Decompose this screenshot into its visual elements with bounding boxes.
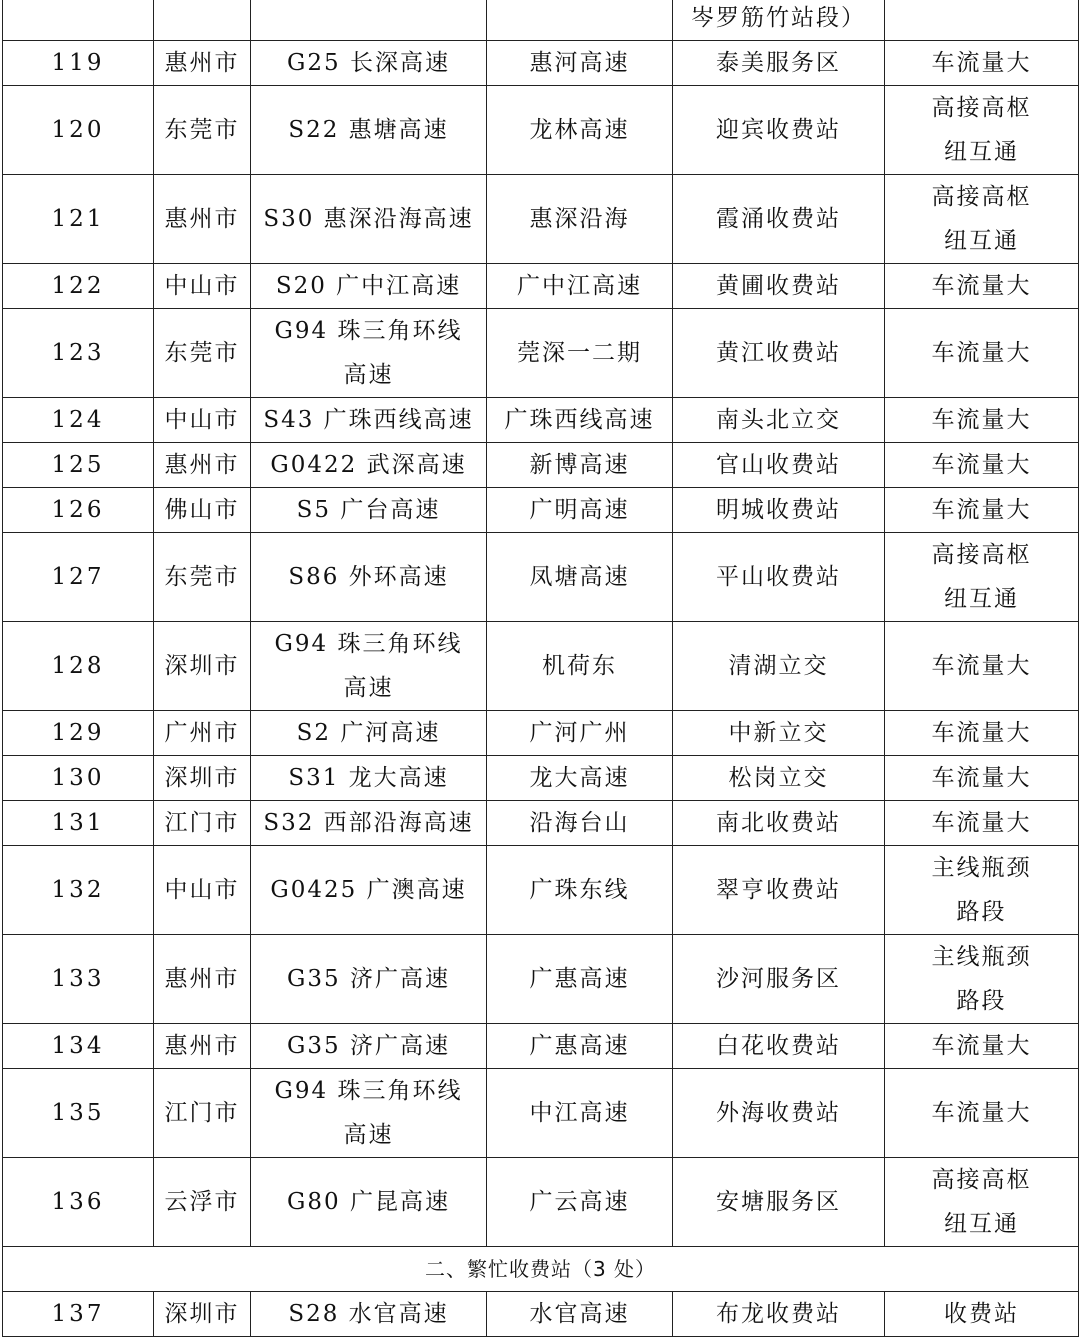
- table-row: [3, 1292, 1079, 1337]
- cell-road: [251, 0, 487, 41]
- cell-location: 外海收费站: [673, 1069, 885, 1158]
- cell-location: 布龙收费站: [673, 1292, 885, 1337]
- cell-no: 125: [3, 443, 154, 488]
- cell-city: 中山市: [154, 264, 251, 309]
- cell-section: 凤塘高速: [487, 533, 673, 622]
- cell-reason: 车流量大: [885, 443, 1079, 488]
- cell-road: G0422 武深高速: [251, 443, 487, 488]
- cell-section: 新博高速: [487, 443, 673, 488]
- cell-reason: 高接高枢纽互通: [885, 1158, 1079, 1247]
- cell-reason: 主线瓶颈路段: [885, 935, 1079, 1024]
- cell-road: G80 广昆高速: [251, 1158, 487, 1247]
- cell-section: 龙林高速: [487, 86, 673, 175]
- cell-location: 泰美服务区: [673, 41, 885, 86]
- table-row: [3, 443, 1079, 488]
- cell-location: 官山收费站: [673, 443, 885, 488]
- cell-location: 岑罗筋竹站段）: [673, 0, 885, 41]
- cell-road: S32 西部沿海高速: [251, 801, 487, 846]
- cell-no: 127: [3, 533, 154, 622]
- cell-no: 126: [3, 488, 154, 533]
- cell-section: 惠河高速: [487, 41, 673, 86]
- cell-section: 中江高速: [487, 1069, 673, 1158]
- cell-no: 130: [3, 756, 154, 801]
- cell-location: 白花收费站: [673, 1024, 885, 1069]
- cell-no: 120: [3, 86, 154, 175]
- cell-location: 平山收费站: [673, 533, 885, 622]
- cell-no: 122: [3, 264, 154, 309]
- cell-road: G94 珠三角环线高速: [251, 622, 487, 711]
- cell-reason: 车流量大: [885, 398, 1079, 443]
- congestion-points-table: [2, 0, 1079, 1337]
- table-row: [3, 1024, 1079, 1069]
- cell-city: 惠州市: [154, 1024, 251, 1069]
- cell-no: 129: [3, 711, 154, 756]
- cell-reason: [885, 0, 1079, 41]
- cell-city: 东莞市: [154, 533, 251, 622]
- cell-section: 莞深一二期: [487, 309, 673, 398]
- section-header-row: [3, 1247, 1079, 1292]
- cell-no: 123: [3, 309, 154, 398]
- cell-section: 广惠高速: [487, 935, 673, 1024]
- cell-city: 广州市: [154, 711, 251, 756]
- cell-section: 惠深沿海: [487, 175, 673, 264]
- cell-location: 清湖立交: [673, 622, 885, 711]
- cell-location: 南头北立交: [673, 398, 885, 443]
- cell-city: 东莞市: [154, 86, 251, 175]
- cell-city: 惠州市: [154, 175, 251, 264]
- table-row: [3, 846, 1079, 935]
- table-row: [3, 86, 1079, 175]
- cell-city: 深圳市: [154, 622, 251, 711]
- cell-city: 惠州市: [154, 935, 251, 1024]
- cell-section: [487, 0, 673, 41]
- cell-road: G35 济广高速: [251, 1024, 487, 1069]
- table-row-partial: [3, 0, 1079, 41]
- table-row: [3, 175, 1079, 264]
- cell-section: 广珠东线: [487, 846, 673, 935]
- cell-city: 江门市: [154, 1069, 251, 1158]
- cell-city: 惠州市: [154, 443, 251, 488]
- cell-location: 黄江收费站: [673, 309, 885, 398]
- cell-reason: 收费站: [885, 1292, 1079, 1337]
- cell-reason: 车流量大: [885, 488, 1079, 533]
- cell-reason: 车流量大: [885, 264, 1079, 309]
- table-row: [3, 1158, 1079, 1247]
- cell-location: 迎宾收费站: [673, 86, 885, 175]
- cell-no: 133: [3, 935, 154, 1024]
- cell-city: 中山市: [154, 846, 251, 935]
- cell-reason: 高接高枢纽互通: [885, 86, 1079, 175]
- table-row: [3, 398, 1079, 443]
- cell-location: 霞涌收费站: [673, 175, 885, 264]
- cell-section: 广明高速: [487, 488, 673, 533]
- cell-road: G94 珠三角环线高速: [251, 309, 487, 398]
- cell-no: 124: [3, 398, 154, 443]
- cell-section: 龙大高速: [487, 756, 673, 801]
- cell-section: 沿海台山: [487, 801, 673, 846]
- cell-city: [154, 0, 251, 41]
- section-header: 二、繁忙收费站（3 处）: [3, 1247, 1079, 1292]
- cell-reason: 车流量大: [885, 309, 1079, 398]
- cell-no: 136: [3, 1158, 154, 1247]
- table-row: [3, 309, 1079, 398]
- cell-reason: 车流量大: [885, 622, 1079, 711]
- cell-city: 江门市: [154, 801, 251, 846]
- table-row: [3, 622, 1079, 711]
- cell-city: 深圳市: [154, 756, 251, 801]
- cell-city: 深圳市: [154, 1292, 251, 1337]
- cell-no: 137: [3, 1292, 154, 1337]
- cell-road: S43 广珠西线高速: [251, 398, 487, 443]
- cell-section: 广河广州: [487, 711, 673, 756]
- table-row: [3, 264, 1079, 309]
- table-row: [3, 488, 1079, 533]
- cell-road: S20 广中江高速: [251, 264, 487, 309]
- cell-no: 128: [3, 622, 154, 711]
- cell-location: 松岗立交: [673, 756, 885, 801]
- cell-road: S30 惠深沿海高速: [251, 175, 487, 264]
- cell-reason: 车流量大: [885, 801, 1079, 846]
- cell-no: [3, 0, 154, 41]
- cell-reason: 车流量大: [885, 756, 1079, 801]
- cell-no: 131: [3, 801, 154, 846]
- table-body: [3, 0, 1079, 1337]
- cell-no: 135: [3, 1069, 154, 1158]
- table-row: [3, 756, 1079, 801]
- table-row: [3, 533, 1079, 622]
- cell-no: 132: [3, 846, 154, 935]
- cell-road: G25 长深高速: [251, 41, 487, 86]
- cell-city: 惠州市: [154, 41, 251, 86]
- cell-road: G0425 广澳高速: [251, 846, 487, 935]
- cell-location: 安塘服务区: [673, 1158, 885, 1247]
- cell-no: 121: [3, 175, 154, 264]
- cell-location: 中新立交: [673, 711, 885, 756]
- cell-road: G35 济广高速: [251, 935, 487, 1024]
- cell-road: S31 龙大高速: [251, 756, 487, 801]
- cell-section: 广中江高速: [487, 264, 673, 309]
- cell-reason: 主线瓶颈路段: [885, 846, 1079, 935]
- cell-location: 沙河服务区: [673, 935, 885, 1024]
- cell-location: 南北收费站: [673, 801, 885, 846]
- cell-section: 广云高速: [487, 1158, 673, 1247]
- table-row: [3, 801, 1079, 846]
- cell-no: 119: [3, 41, 154, 86]
- table-row: [3, 1069, 1079, 1158]
- cell-location: 黄圃收费站: [673, 264, 885, 309]
- cell-location: 翠亨收费站: [673, 846, 885, 935]
- cell-section: 广珠西线高速: [487, 398, 673, 443]
- cell-city: 东莞市: [154, 309, 251, 398]
- cell-road: S5 广台高速: [251, 488, 487, 533]
- cell-reason: 高接高枢纽互通: [885, 175, 1079, 264]
- cell-section: 机荷东: [487, 622, 673, 711]
- cell-section: 水官高速: [487, 1292, 673, 1337]
- cell-road: S28 水官高速: [251, 1292, 487, 1337]
- cell-section: 广惠高速: [487, 1024, 673, 1069]
- table-row: [3, 711, 1079, 756]
- cell-reason: 高接高枢纽互通: [885, 533, 1079, 622]
- table-row: [3, 41, 1079, 86]
- table-row: [3, 935, 1079, 1024]
- cell-city: 佛山市: [154, 488, 251, 533]
- cell-city: 中山市: [154, 398, 251, 443]
- cell-reason: 车流量大: [885, 1024, 1079, 1069]
- cell-reason: 车流量大: [885, 711, 1079, 756]
- cell-road: S22 惠塘高速: [251, 86, 487, 175]
- cell-city: 云浮市: [154, 1158, 251, 1247]
- cell-road: S2 广河高速: [251, 711, 487, 756]
- cell-reason: 车流量大: [885, 41, 1079, 86]
- cell-location: 明城收费站: [673, 488, 885, 533]
- cell-no: 134: [3, 1024, 154, 1069]
- cell-road: G94 珠三角环线高速: [251, 1069, 487, 1158]
- cell-reason: 车流量大: [885, 1069, 1079, 1158]
- cell-road: S86 外环高速: [251, 533, 487, 622]
